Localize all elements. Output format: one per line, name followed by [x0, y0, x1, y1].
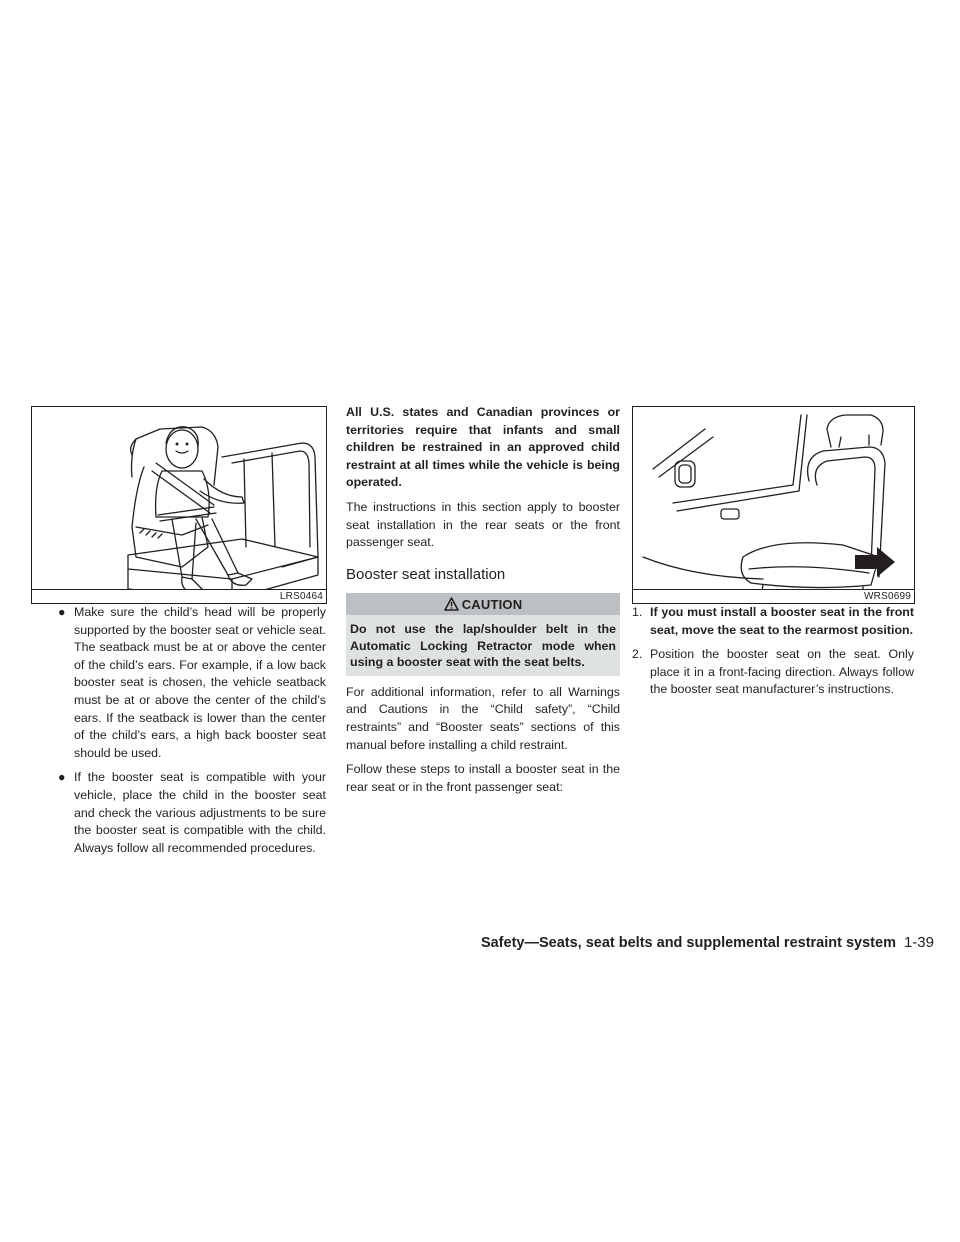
- list-item: [632, 604, 914, 639]
- figure-code-left: LRS0464: [279, 591, 323, 602]
- step-text: If you must install a booster seat in the front seat, move the seat to the rearmost position.: [650, 605, 914, 637]
- additional-info-paragraph: For additional information, refer to all Warnings and Cautions in the “Child safety”, “Child restraints” and “Booster seats” sections of this manual before installing a child restraint.: [346, 684, 620, 752]
- footer-section-title: Safety—Seats, seat belts and supplemental restraint system: [480, 935, 896, 951]
- warning-triangle-icon: [444, 597, 459, 611]
- bullet-text: If the booster seat is compatible with your vehicle, place the child in the booster seat and check the various adjustments to be sure the booster seat is compatible with the child. Always follow all recommended procedures.: [74, 770, 326, 855]
- front-seat-illustration: [632, 406, 915, 604]
- caution-header: [346, 593, 620, 615]
- page-footer: [454, 934, 934, 951]
- caution-box: [346, 593, 620, 676]
- left-column: [58, 604, 326, 864]
- step-text: Position the booster seat on the seat. Only place it in a front-facing direction. Always follow the booster seat manufacturer’s instructions.: [650, 647, 914, 697]
- list-item: [632, 646, 914, 699]
- bullet-text: Make sure the child’s head will be properly supported by the booster seat or vehicle seat. The seatback must be at or above the center of the child’s ears. For example, if a low back booster seat is chosen, the vehicle seatback must be at or above the center of the child’s ears. If the seatback is lower than the center of the child’s ears, a high back booster seat should be used.: [74, 605, 326, 760]
- intro-paragraph: The instructions in this section apply to booster seat installation in the rear seats or the front passenger seat.: [346, 499, 620, 550]
- middle-column: [346, 404, 620, 803]
- section-heading: Booster seat installation: [346, 565, 506, 583]
- bullet-marker: ●: [58, 770, 66, 785]
- child-booster-drawing: [32, 407, 326, 603]
- intro-bold-paragraph: All U.S. states and Canadian provinces or territories require that infants and small children be restrained in an approved child restraint at all times while the vehicle is being operated.: [346, 405, 620, 490]
- front-seat-drawing: [633, 407, 914, 603]
- list-item: [58, 604, 326, 762]
- list-item: [58, 769, 326, 857]
- steps-intro-paragraph: Follow these steps to install a booster seat in the rear seat or in the front passenger seat:: [346, 762, 620, 794]
- page-number: 1-39: [903, 934, 934, 951]
- caution-title: CAUTION: [461, 596, 523, 612]
- bullet-marker: ●: [58, 605, 66, 619]
- right-column: [632, 604, 914, 706]
- caution-text: Do not use the lap/shoulder belt in the Automatic Locking Retractor mode when using a booster seat with the seat belts.: [350, 622, 616, 670]
- step-number: 1.: [632, 605, 643, 619]
- booster-seat-child-illustration: [31, 406, 327, 604]
- step-number: 2.: [632, 647, 643, 662]
- figure-code-right: WRS0699: [864, 591, 911, 602]
